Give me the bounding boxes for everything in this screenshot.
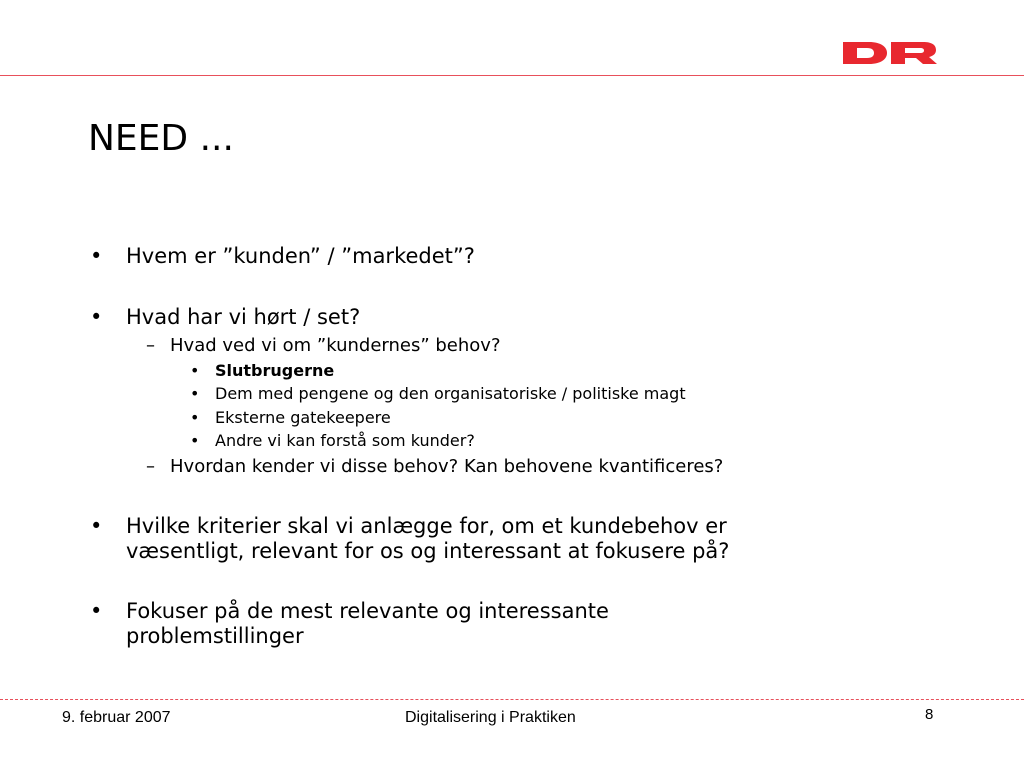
- bullet-item-line: problemstillinger: [126, 624, 304, 648]
- sub-sub-bullet-item: Slutbrugerne: [215, 361, 335, 380]
- sub-sub-bullet-item: Eksterne gatekeepere: [215, 408, 391, 427]
- sub-bullet-item: Hvad ved vi om ”kundernes” behov?: [170, 335, 501, 356]
- footer-divider: [0, 699, 1024, 700]
- bullet-item-line: Hvilke kriterier skal vi anlægge for, om et kundebehov er: [126, 514, 727, 538]
- bullet-icon: •: [190, 361, 200, 380]
- slide-title: NEED ...: [88, 118, 234, 159]
- footer-page-number: 8: [925, 706, 934, 723]
- bullet-icon: •: [190, 431, 200, 450]
- dash-icon: –: [146, 335, 155, 356]
- sub-sub-bullet-item: Dem med pengene og den organisatoriske / politiske magt: [215, 384, 686, 403]
- sub-sub-bullet-item: Andre vi kan forstå som kunder?: [215, 431, 475, 450]
- footer-date: 9. februar 2007: [62, 709, 171, 726]
- bullet-item-line: væsentligt, relevant for os og interessant at fokusere på?: [126, 539, 730, 563]
- bullet-icon: •: [90, 305, 103, 329]
- sub-bullet-item: Hvordan kender vi disse behov? Kan behovene kvantificeres?: [170, 456, 724, 477]
- bullet-icon: •: [90, 514, 103, 538]
- bullet-item: Hvem er ”kunden” / ”markedet”?: [126, 244, 475, 268]
- bullet-item: Hvad har vi hørt / set?: [126, 305, 361, 329]
- bullet-icon: •: [90, 599, 103, 623]
- dash-icon: –: [146, 456, 155, 477]
- footer-presentation-title: Digitalisering i Praktiken: [405, 709, 576, 726]
- bullet-icon: •: [190, 384, 200, 403]
- bullet-icon: •: [90, 244, 103, 268]
- bullet-icon: •: [190, 408, 200, 427]
- bullet-item-line: Fokuser på de mest relevante og interessante: [126, 599, 609, 623]
